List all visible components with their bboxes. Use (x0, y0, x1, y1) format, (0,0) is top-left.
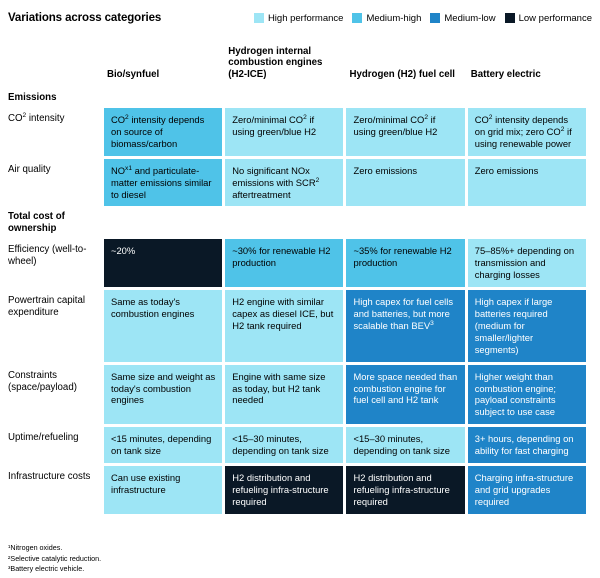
table-row (8, 290, 586, 362)
column-header-battery-electric: Battery electric (470, 69, 541, 81)
legend-swatch-low-icon (505, 13, 515, 23)
section-row-total-cost-of-ownership (8, 209, 586, 236)
cell-powertrain-capex-h2-ice: H2 engine with similar capex as diesel ICE, but H2 tank required (225, 290, 343, 362)
cell-constraints-biosynfuel: Same size and weight as today's combustion engines (104, 365, 222, 425)
cell-constraints-battery-electric: Higher weight than combustion engine; payload constraints subject to use case (468, 365, 586, 425)
row-label-infrastructure-costs: Infrastructure costs (8, 471, 91, 483)
cell-powertrain-capex-biosynfuel: Same as today's combustion engines (104, 290, 222, 362)
cell-uptime-h2-ice: <15–30 minutes, depending on tank size (225, 427, 343, 463)
section-row-emissions (8, 90, 586, 105)
legend (171, 13, 592, 24)
cell-co2-intensity-biosynfuel: $CO^2$ intensity depends on source of biomass/carbon (104, 108, 222, 156)
cell-constraints-h2-ice: Engine with same size as today, but H2 tank needed (225, 365, 343, 425)
legend-swatch-high-icon (254, 13, 264, 23)
row-label-air-quality: Air quality (8, 163, 51, 175)
cell-constraints-h2-fuel-cell: More space needed than combustion engine for fuel cell and H2 tank (346, 365, 464, 425)
column-header-biosynfuel: Bio/synfuel (106, 69, 160, 81)
cell-infrastructure-biosynfuel: Can use existing infrastructure (104, 466, 222, 514)
cell-efficiency-biosynfuel: ~20% (104, 239, 222, 287)
legend-item-low (505, 13, 592, 24)
column-header-h2-fuel-cell: Hydrogen (H2) fuel cell (349, 69, 455, 81)
legend-swatch-medium-low-icon (430, 13, 440, 23)
row-label-co2-intensity: $CO^2$ intensity (8, 111, 65, 124)
legend-swatch-medium-high-icon (352, 13, 362, 23)
table-row (8, 108, 586, 156)
footnote-2: ²Selective catalytic reduction. (8, 553, 102, 563)
legend-label-medium-high: Medium-high (366, 12, 422, 24)
row-label-efficiency: Efficiency (well-to-wheel) (8, 244, 87, 268)
cell-efficiency-h2-fuel-cell: ~35% for renewable H2 production (346, 239, 464, 287)
table-corner (8, 41, 101, 87)
legend-label-high: High performance (267, 12, 344, 24)
cell-air-quality-biosynfuel: $NO^{x1}$ and particulate-matter emissions similar to diesel (104, 159, 222, 207)
legend-item-medium-low (430, 13, 495, 24)
section-label-total-cost-of-ownership: Total cost of ownership (8, 211, 65, 235)
column-header-h2-ice: Hydrogen internal combustion engines (H2-ICE) (228, 45, 323, 81)
legend-item-medium-high (352, 13, 421, 24)
table-row (8, 427, 586, 463)
table-row (8, 159, 586, 207)
cell-co2-intensity-h2-fuel-cell: Zero/minimal $CO^2$ if using green/blue H2 (346, 108, 464, 156)
cell-infrastructure-h2-fuel-cell: H2 distribution and refueling infra-structure required (346, 466, 464, 514)
table-header-row (8, 41, 586, 87)
cell-co2-intensity-h2-ice: Zero/minimal $CO^2$ if using green/blue H2 (225, 108, 343, 156)
cell-efficiency-h2-ice: ~30% for renewable H2 production (225, 239, 343, 287)
cell-uptime-h2-fuel-cell: <15–30 minutes, depending on tank size (346, 427, 464, 463)
cell-uptime-battery-electric: 3+ hours, depending on ability for fast charging (468, 427, 586, 463)
footnotes (8, 543, 101, 574)
cell-air-quality-h2-fuel-cell: Zero emissions (346, 159, 464, 207)
cell-efficiency-battery-electric: 75–85%+ depending on transmission and charging losses (468, 239, 586, 287)
table-row (8, 466, 586, 514)
cell-powertrain-capex-h2-fuel-cell: High capex for fuel cells and batteries, but more scalable than BEV$^3$ (346, 290, 464, 362)
cell-air-quality-h2-ice: No significant NOx emissions with SCR$^2$ aftertreatment (225, 159, 343, 207)
section-label-emissions: Emissions (8, 92, 57, 103)
footnote-1: ¹Nitrogen oxides. (8, 543, 63, 553)
comparison-matrix (5, 38, 589, 517)
row-label-uptime-refueling: Uptime/refueling (8, 432, 79, 444)
legend-label-low: Low performance (518, 12, 592, 24)
cell-co2-intensity-battery-electric: $CO^2$ intensity depends on grid mix; zero $CO^2$ if using renewable power (468, 108, 586, 156)
cell-uptime-biosynfuel: <15 minutes, depending on tank size (104, 427, 222, 463)
legend-label-medium-low: Medium-low (444, 12, 496, 24)
legend-item-high (254, 13, 344, 24)
legend-row (8, 8, 592, 28)
footnote-3: ³Battery electric vehicle. (8, 563, 85, 573)
row-label-constraints: Constraints (space/payload) (8, 369, 77, 393)
row-label-powertrain-capital-expenditure: Powertrain capital expenditure (8, 294, 85, 319)
cell-powertrain-capex-battery-electric: High capex if large batteries required (medium for smaller/lighter segments) (468, 290, 586, 362)
table-row (8, 239, 586, 287)
page-title: Variations across categories (8, 12, 162, 24)
cell-infrastructure-battery-electric: Charging infra-structure and grid upgrades required (468, 466, 586, 514)
cell-infrastructure-h2-ice: H2 distribution and refueling infra-structure required (225, 466, 343, 514)
cell-air-quality-battery-electric: Zero emissions (468, 159, 586, 207)
table-row (8, 365, 586, 425)
